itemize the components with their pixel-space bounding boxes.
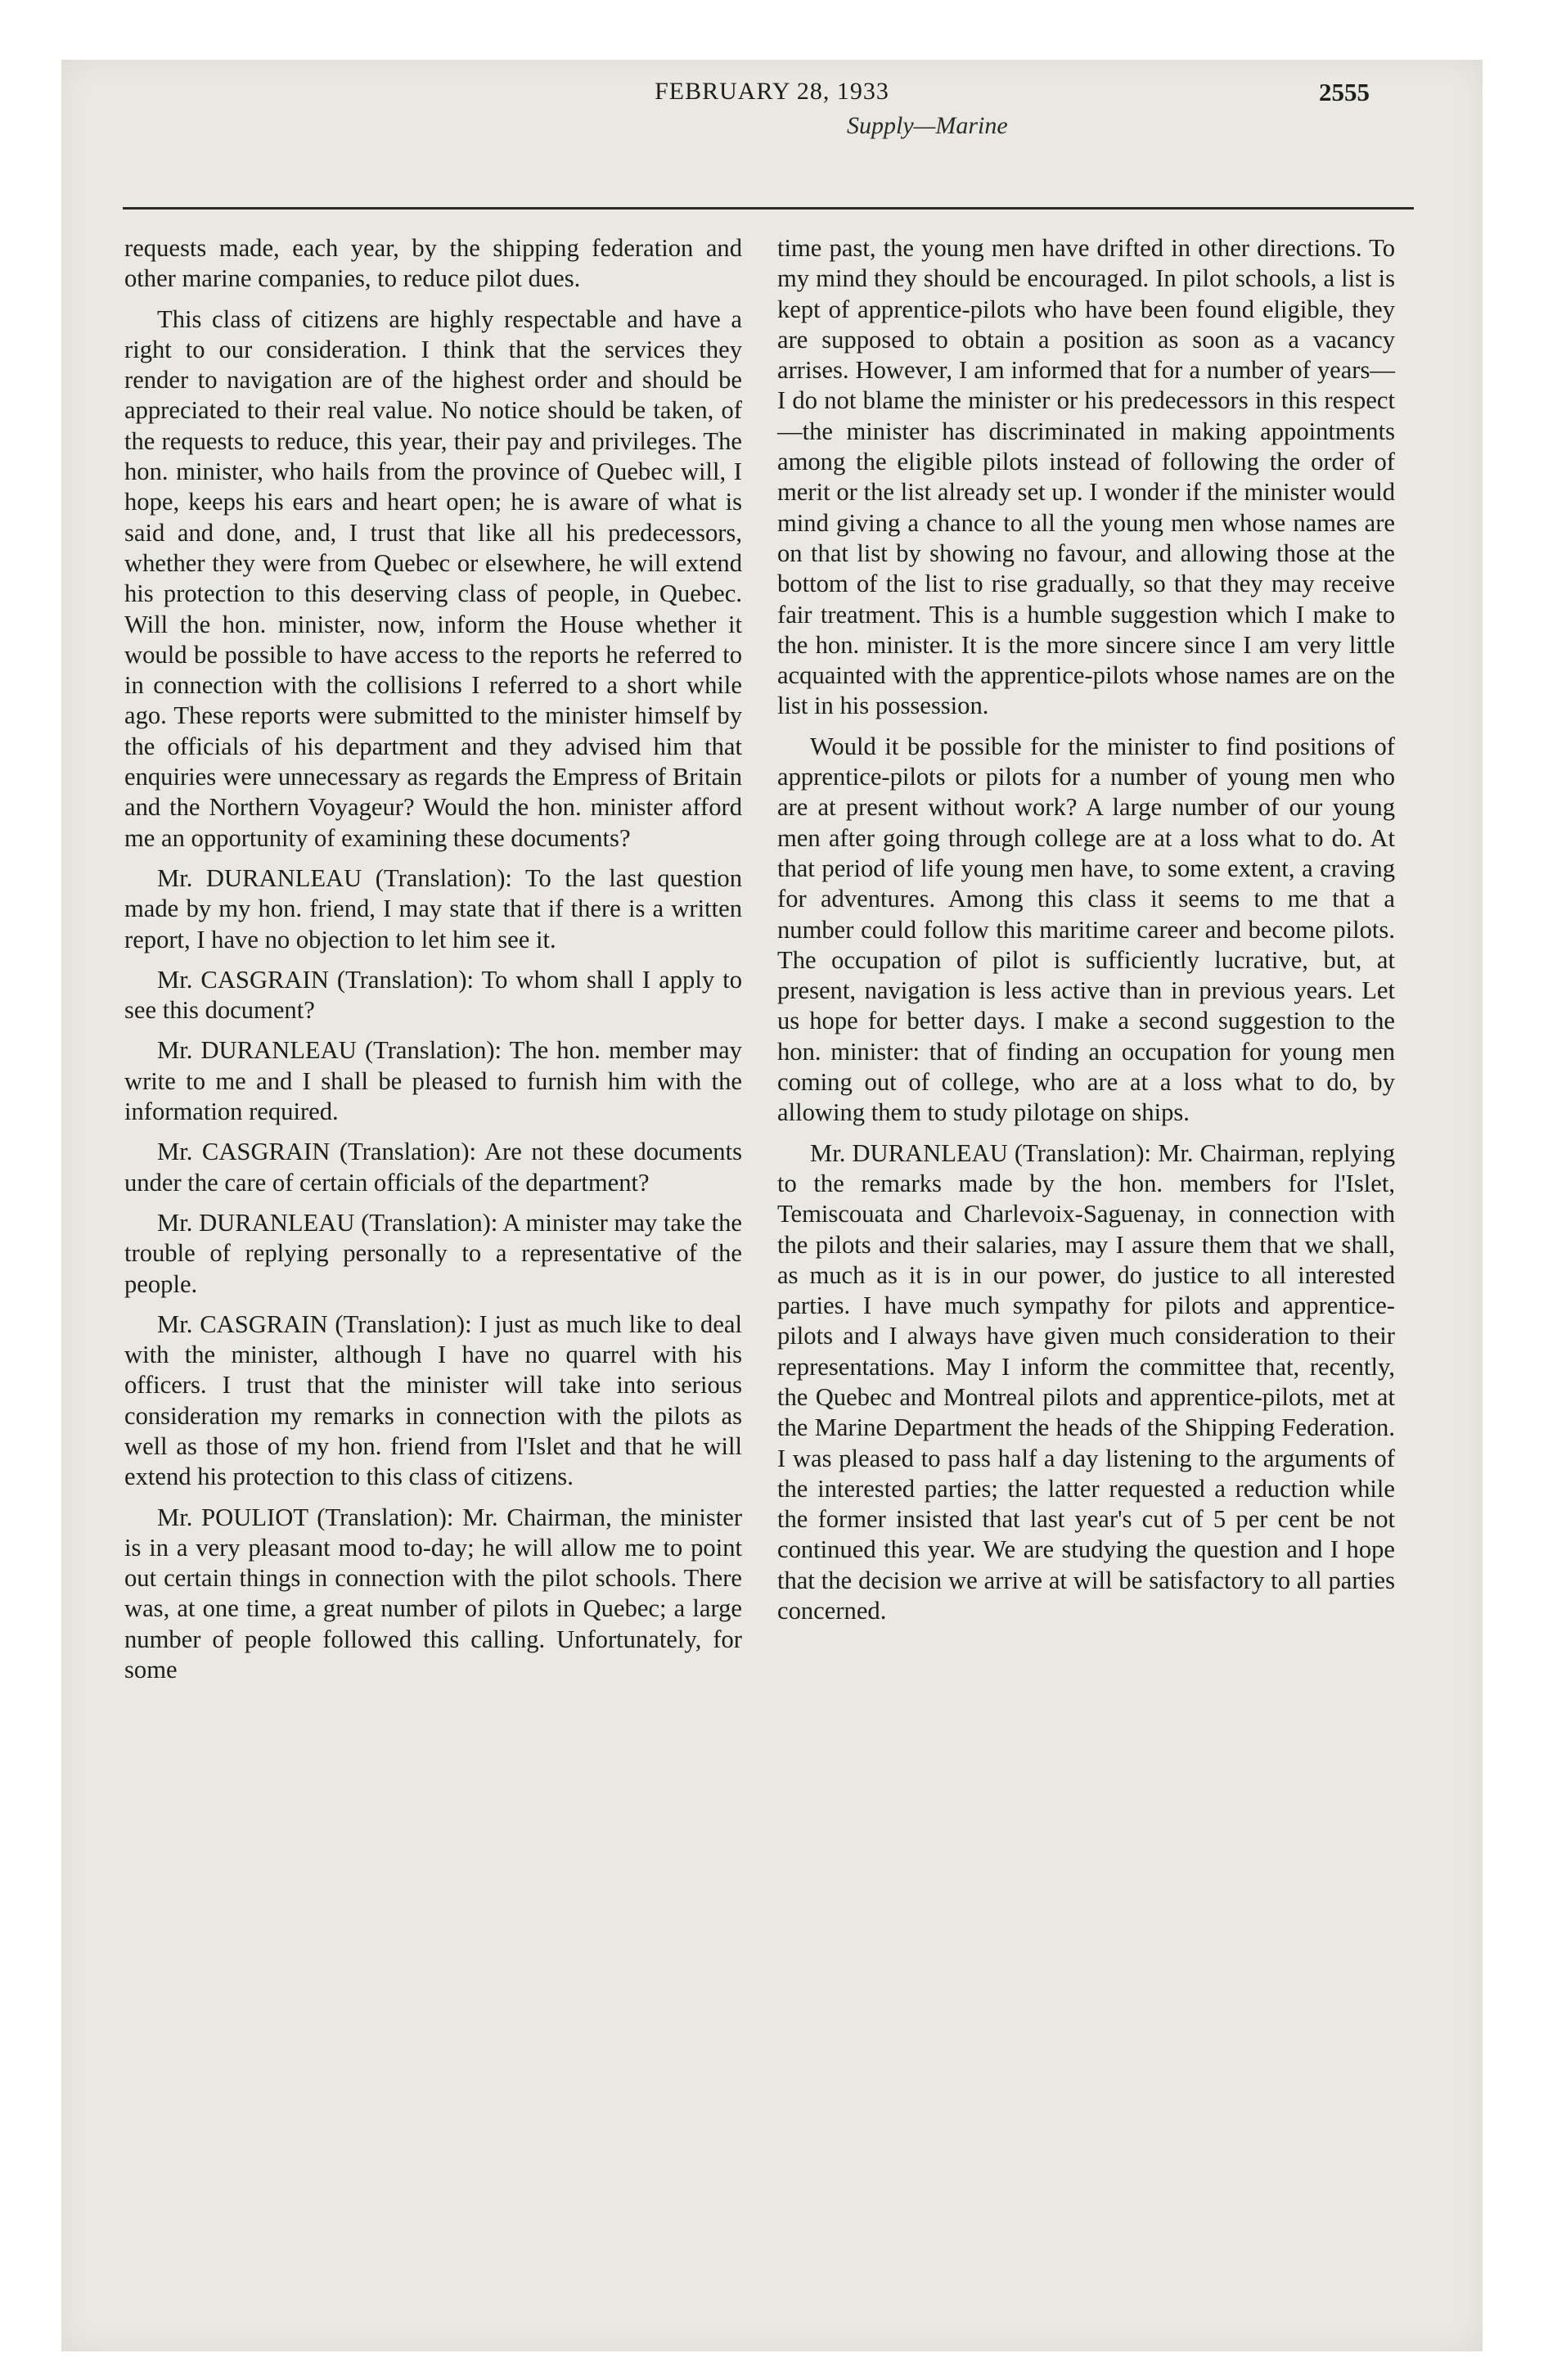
paragraph: Would it be possible for the minister to find positions of apprentice-pilots or pilots for a number of young men who are at present without work? A large number of our young men after going through college are at a loss what to do. At that period of life young men have, to some extent, a craving for adventures. Among this class it seems to me that a number could follow this maritime career and become pilots. The occupation of pilot is sufficiently lucrative, but, at present, navigation is less active than in previous years. Let us hope for better days. I make a second suggestion to the hon. minister: that of finding an occupation for young men coming out of college, who are at a loss what to do, by allowing them to study pilotage on ships. [777,732,1395,1127]
paragraph: Mr. DURANLEAU (Translation): To the last question made by my hon. friend, I may state that if there is a written report, I have no objection to let him see it. [124,863,742,953]
speaker-name: Mr. CASGRAIN (Translation): [157,1309,472,1338]
speaker-name: Mr. DURANLEAU (Translation): [157,1208,498,1237]
header-page-number: 2555 [1319,78,1370,106]
paragraph: Mr. CASGRAIN (Translation): To whom shall I apply to see this document? [124,965,743,1025]
left-column [124,233,742,1695]
speaker-name: Mr. DURANLEAU (Translation): [157,863,512,892]
header-subject: Supply—Marine [847,112,1008,139]
paragraph: Mr. CASGRAIN (Translation): I just as much like to deal with the minister, although I have no quarrel with his officers. I trust that the minister will take into serious consideration my remarks in connection with the pilots as well as those of my hon. friend from l'Islet and that he will extend his protection to this class of citizens. [124,1309,742,1491]
paragraph: time past, the young men have drifted in other directions. To my mind they should be encouraged. In pilot schools, a list is kept of apprentice-pilots who have been found eligible, they are supposed to obtain a position as soon as a vacancy arrises. However, I am informed that for a number of years—I do not blame the minister or his predecessors in this respect —the minister has discriminated in making appointments among the eligible pilots instead of following the order of merit or the list already set up. I wonder if the minister would mind giving a chance to all the young men whose names are on that list by showing no favour, and allowing those at the bottom of the list to rise gradually, so that they may receive fair treatment. This is a humble suggestion which I make to the hon. minister. It is the more sincere since I am very little acquainted with the apprentice-pilots whose names are on the list in his possession. [777,234,1395,720]
right-column [777,233,1395,1636]
paragraph: requests made, each year, by the shipping federation and other marine companies, to reduce pilot dues. [124,234,742,293]
speaker-name: Mr. CASGRAIN (Translation): [157,1138,477,1166]
paragraph: Mr. DURANLEAU (Translation): The hon. member may write to me and I shall be pleased to furnish him with the information required. [124,1036,742,1126]
speaker-name: Mr. DURANLEAU (Translation): [810,1138,1152,1167]
paragraph: Mr. POULIOT (Translation): Mr. Chairman, the minister is in a very pleasant mood to-day; he will allow me to point out certain things in connection with the pilot schools. There was, at one time, a great number of pilots in Quebec; a large number of people followed this calling. Unfortunately, for some [124,1503,743,1684]
speaker-name: Mr. CASGRAIN (Translation): [157,965,475,994]
speaker-name: Mr. DURANLEAU (Translation): [157,1036,502,1065]
paragraph: This class of citizens are highly respectable and have a right to our consideration. I think that the services they render to navigation are of the highest order and should be appreciated to their real value. No notice should be taken, of the requests to reduce, this year, their pay and privileges. The hon. minister, who hails from the province of Quebec will, I hope, keeps his ears and heart open; he is aware of what is said and done, and, I trust that like all his predecessors, whether they were from Quebec or elsewhere, he will extend his protection to this deserving class of people, in Quebec. Will the hon. minister, now, inform the House whether it would be possible to have access to the reports he referred to in connection with the collisions I referred to a short while ago. These reports were submitted to the minister himself by the officials of his department and they advised him that enquiries were unnecessary as regards the Empress of Britain and the Northern Voyageur? Would the hon. minister afford me an opportunity of examining these documents? [124,304,742,852]
paragraph: Mr. DURANLEAU (Translation): A minister may take the trouble of replying personally to a representative of the people. [124,1208,743,1298]
header-date: FEBRUARY 28, 1933 [655,78,889,105]
paragraph: Mr. CASGRAIN (Translation): Are not these documents under the care of certain officials of the department? [124,1138,743,1197]
speaker-name: Mr. POULIOT (Translation): [157,1503,454,1531]
paragraph: Mr. DURANLEAU (Translation): Mr. Chairman, replying to the remarks made by the hon. members for l'Islet, Temiscouata and Charlevoix-Saguenay, in connection with the pilots and their salaries, may I assure them that we shall, as much as it is in our power, do justice to all interested parties. I have much sympathy for pilots and apprentice-pilots and I always have given much consideration to their representations. May I inform the committee that, recently, the Quebec and Montreal pilots and apprentice-pilots, met at the Marine Department the heads of the Shipping Federation. I was pleased to pass half a day listening to the arguments of the interested parties; the latter requested a reduction while the former insisted that last year's cut of 5 per cent be not continued this year. We are studying the question and I hope that the decision we arrive at will be satisfactory to all parties concerned. [777,1138,1396,1625]
header-rule [123,207,1414,210]
page-header [61,78,1483,192]
